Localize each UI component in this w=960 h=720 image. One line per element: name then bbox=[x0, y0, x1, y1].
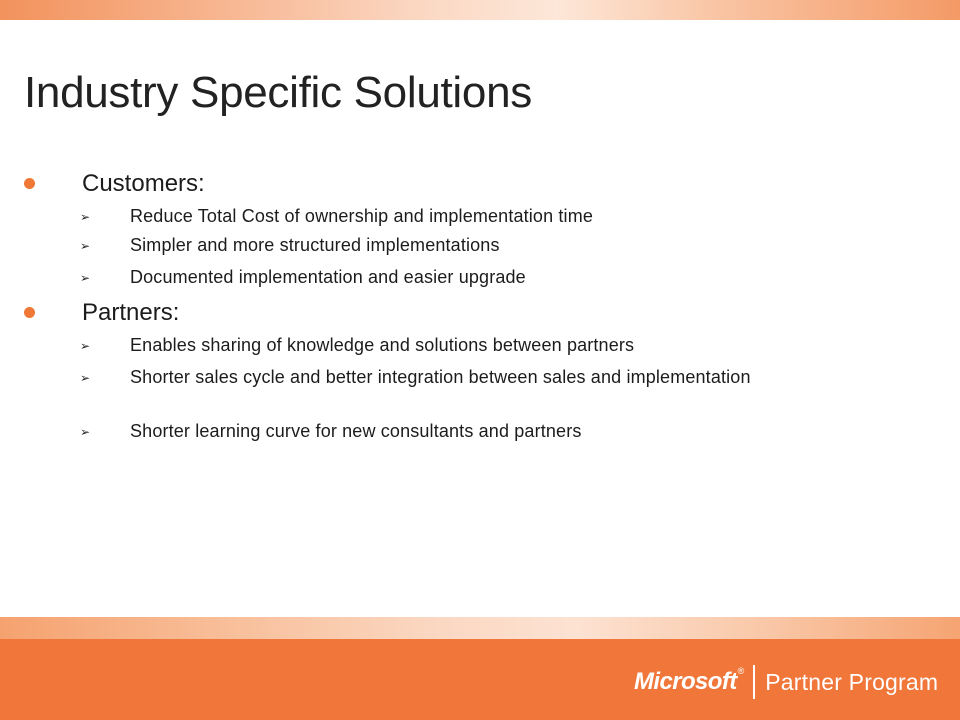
arrowhead-icon: ➢ bbox=[80, 239, 91, 253]
list-item: Shorter learning curve for new consultants and partners bbox=[130, 421, 582, 441]
list-item: Simpler and more structured implementations bbox=[130, 235, 500, 255]
orange-dot-icon bbox=[24, 307, 35, 318]
partner-program-label: Partner Program bbox=[765, 668, 939, 695]
list-item: Documented implementation and easier upgrade bbox=[130, 267, 526, 287]
arrowhead-icon: ➢ bbox=[80, 371, 91, 385]
section-heading: Customers: bbox=[82, 170, 205, 197]
orange-dot-icon bbox=[24, 178, 35, 189]
list-item: Shorter sales cycle and better integration between sales and implementation bbox=[130, 367, 751, 387]
top-gradient-band bbox=[0, 0, 960, 20]
partner-program-logo bbox=[634, 662, 938, 702]
arrowhead-icon: ➢ bbox=[80, 271, 91, 285]
section-heading: Partners: bbox=[82, 299, 180, 326]
bottom-gradient-band bbox=[0, 617, 960, 639]
list-item: Enables sharing of knowledge and solutions between partners bbox=[130, 335, 635, 355]
arrowhead-icon: ➢ bbox=[80, 210, 91, 224]
arrowhead-icon: ➢ bbox=[80, 425, 91, 439]
trademark-symbol: ® bbox=[737, 666, 745, 676]
microsoft-wordmark: Microsoft bbox=[634, 668, 737, 695]
list-item: Reduce Total Cost of ownership and implementation time bbox=[130, 206, 594, 226]
logo-divider bbox=[753, 665, 755, 699]
slide-title: Industry Specific Solutions bbox=[24, 68, 532, 117]
arrowhead-icon: ➢ bbox=[80, 339, 91, 353]
